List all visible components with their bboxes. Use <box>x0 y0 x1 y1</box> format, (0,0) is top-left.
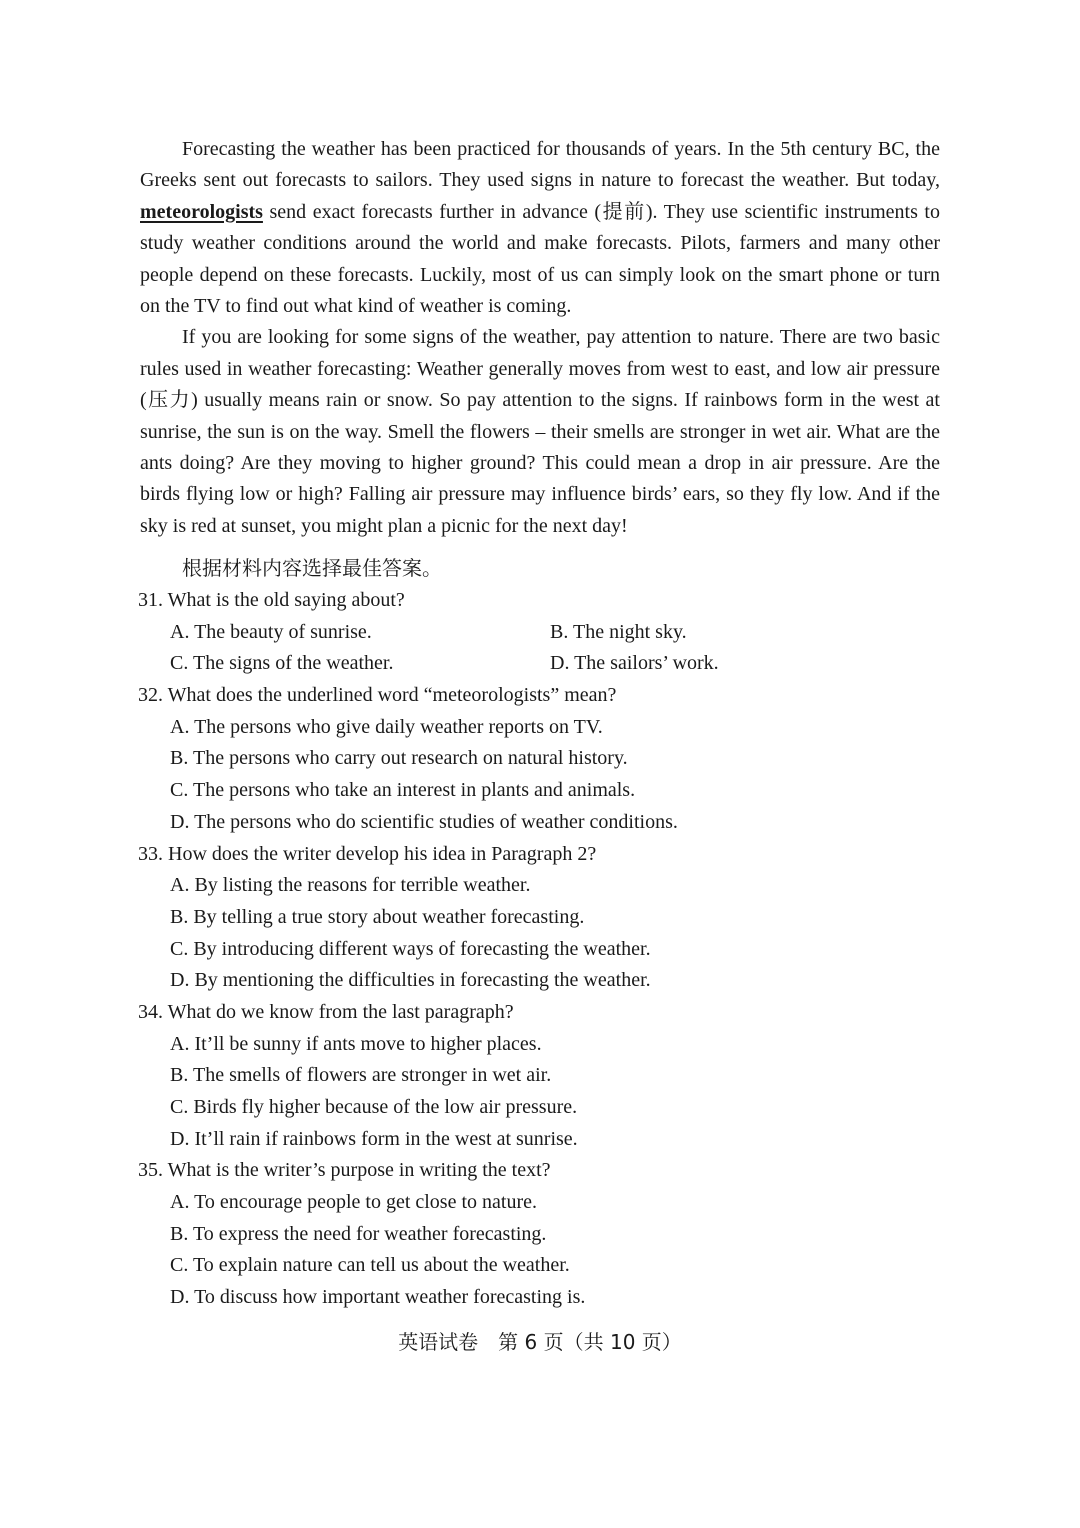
option-list <box>138 870 948 997</box>
option-d: D. The persons who do scientific studies of weather conditions. <box>170 810 678 833</box>
option-b: B. By telling a true story about weather forecasting. <box>170 905 585 928</box>
option-d: D. To discuss how important weather forecasting is. <box>170 1286 586 1309</box>
option-b: B. The smells of flowers are stronger in wet air. <box>170 1064 552 1087</box>
page-footer: 英语试卷 第 6 页（共 10 页） <box>398 1330 682 1354</box>
option-list <box>138 617 948 680</box>
question-stem: 32. What does the underlined word “meteorologists” mean? <box>138 684 617 707</box>
option-d: D. The sailors’ work. <box>550 652 719 675</box>
option-c: C. To explain nature can tell us about the weather. <box>170 1254 570 1277</box>
option-a: A. It’ll be sunny if ants move to higher places. <box>170 1032 542 1055</box>
question-35 <box>138 1155 948 1313</box>
option-c: C. By introducing different ways of forecasting the weather. <box>170 937 651 960</box>
option-a: A. To encourage people to get close to nature. <box>170 1191 537 1214</box>
option-c: C. Birds fly higher because of the low air pressure. <box>170 1096 578 1118</box>
question-stem: 34. What do we know from the last paragraph? <box>138 1000 514 1023</box>
paragraph-1 <box>140 134 940 322</box>
paragraph-2: If you are looking for some signs of the weather, pay attention to nature. There are two basic rules used in weather forecasting: Weather generally moves from west to east, and low air pressure (压力) usually means rain or snow. So pay attention to the signs. If rainbows form in the west at sunrise, the sun is on the way. Smell the flowers – their smells are stronger in wet air. What are the ants doing? Are they moving to higher ground? This could mean a drop in air pressure. Are the birds flying low or high? Falling air pressure may influence birds’ ears, so they fly low. And if the sky is red at sunset, you might plan a picnic for the next day! <box>140 326 940 537</box>
option-c: C. The signs of the weather. <box>170 652 394 675</box>
option-a: A. The persons who give daily weather reports on TV. <box>170 715 603 738</box>
option-b: B. The persons who carry out research on natural history. <box>170 747 628 770</box>
question-list <box>138 585 948 1314</box>
option-b: B. The night sky. <box>550 620 687 643</box>
paragraph-1-start: Forecasting the weather has been practiced for thousands of years. In the 5th century BC, the Greeks sent out forecasts to sailors. They used signs in nature to forecast the weather. But today, <box>140 138 940 192</box>
option-list <box>138 1187 948 1314</box>
question-32 <box>138 680 948 838</box>
option-a: A. The beauty of sunrise. <box>170 620 372 643</box>
option-list <box>138 1029 948 1156</box>
question-stem: 35. What is the writer’s purpose in writing the text? <box>138 1159 551 1182</box>
question-33 <box>138 839 948 997</box>
option-a: A. By listing the reasons for terrible weather. <box>170 874 531 897</box>
reading-passage <box>140 134 940 542</box>
instruction-text: 根据材料内容选择最佳答案。 <box>182 556 442 580</box>
option-c: C. The persons who take an interest in plants and animals. <box>170 779 636 802</box>
question-34 <box>138 997 948 1155</box>
option-d: D. By mentioning the difficulties in forecasting the weather. <box>170 969 651 992</box>
question-stem: 33. How does the writer develop his idea in Paragraph 2? <box>138 842 597 865</box>
question-31 <box>138 585 948 680</box>
option-b: B. To express the need for weather forecasting. <box>170 1222 547 1245</box>
paragraph-1-end: send exact forecasts further in advance (提前). They use scientific instruments to study weather conditions around the world and make forecasts. Pilots, farmers and many other people depend on these forecasts. Luckily, most of us can simply look on the smart phone or turn on the TV to find out what kind of weather is coming. <box>140 200 940 318</box>
option-d: D. It’ll rain if rainbows form in the west at sunrise. <box>170 1127 578 1150</box>
option-list <box>138 712 948 839</box>
underlined-word: meteorologists <box>140 200 263 223</box>
question-stem: 31. What is the old saying about? <box>138 589 405 611</box>
